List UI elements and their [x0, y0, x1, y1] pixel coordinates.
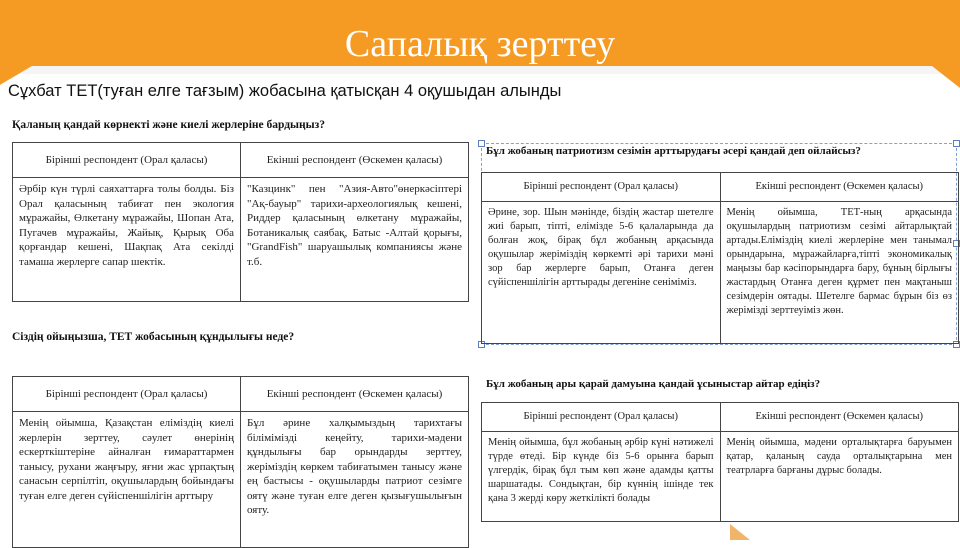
- q1-right-header: Екінші респондент (Өскемен қаласы): [240, 143, 468, 177]
- question-4-table: [481, 402, 959, 522]
- question-2-text: Сіздің ойыңызша, ТЕТ жобасының құндылығы неде?: [12, 331, 295, 343]
- resize-handle-top-left[interactable]: [478, 140, 485, 147]
- question-3-text: Бұл жобаның патриотизм сезімін арттырудағы әсері қандай деп ойлайсыз?: [486, 145, 861, 157]
- q4-left-header: Бірінші респондент (Орал қаласы): [523, 411, 678, 422]
- q4-left-answer: Менің ойымша, бұл жобаның әрбір күні нәтижелі түрде өтеді. Бір күнде біз 5-6 орынға барып үлгердік, бірақ бұл тым көп және адамды қатты шаршатады. Сондықтан, бір күннің ішінде тек қана 3 жерді көру жеткілікті болады: [488, 437, 714, 504]
- q2-right-answer: Бұл әрине халқымыздың тарихтағы білімімізді кеңейту, тарихи-мәдени құндылығы бар орындарды зерттеу, жеріміздің көркем табиғатымен танысу және ең бастысы - оқушыларды патриот сезімге оятү және туған елге деген қызығушылығын ояту.: [240, 412, 468, 547]
- q4-right-header: Екінші респондент (Өскемен қаласы): [720, 403, 959, 431]
- question-2-table: [12, 376, 469, 548]
- q3-left-header: Бірінші респондент (Орал қаласы): [523, 181, 678, 192]
- question-3-table: [481, 172, 959, 344]
- question-1-text: Қаланың қандай көрнекті және киелі жерлеріне бардыңыз?: [12, 119, 326, 131]
- q2-left-answer: Менің ойымша, Қазақстан еліміздің киелі жерлерін зерттеу, сәулет өнерінің ескерткіштеріне айналған ғимараттармен танысу, рухани жаңғыру, яғни жас ұрпақтың санасын серпілтіп, оқушылардың бойындағы туған елге деген сүйіспеншілігін арттыру: [19, 417, 234, 502]
- question-4-text: Бұл жобаның ары қарай дамуына қандай ұсыныстар айтар едіңіз?: [486, 378, 821, 390]
- q2-left-header: Бірінші респондент (Орал қаласы): [45, 387, 208, 400]
- q1-left-answer: Әрбір күн түрлі саяхаттарға толы болды. Біз Орал қаласының табиғат пен экология мұражайы, Өлкетану мұражайы, Шопан Ата, Пугачев мұражайы, Жайық, Қырық Оба қорғандар кешені, Шақпақ Ата секілді тамаша жерлерге сапар шектік.: [19, 183, 234, 268]
- q1-right-answer: "Казцинк" пен "Азия-Авто"өнеркәсіптері "Ақ-бауыр" тарихи-археологиялық кешені, Риддер қаласының өлкетану мұражайы, Ботаникалық саябақ, Батыс -Алтай қорығы, "GrandFish" шаруашылық компаниясы және т.б.: [240, 178, 468, 301]
- question-1-table: [12, 142, 469, 302]
- q2-right-header: Екінші респондент (Өскемен қаласы): [240, 377, 468, 411]
- q3-left-answer: Әрине, зор. Шын мәнінде, біздің жастар шетелге жиі барып, тіпті, елімізде 5-6 қалаларында да болған жоқ, бірақ бұл жобаның арқасында оқушылар жеріміздің көркемті әрі тарихи мәні зор бар жерлерге барып, Отанға деген сүйіспеншілігін арттырады дегеніне сеніміміз.: [488, 207, 714, 288]
- q1-left-header: Бірінші респондент (Орал қаласы): [45, 153, 208, 166]
- bottom-decoration: [730, 524, 750, 540]
- right-corner-decoration: [932, 66, 960, 88]
- q4-right-answer: Менің ойымша, мәдени орталықтарға баруымен қатар, қаланың сауда орталықтарына мен театрларға барғаны дұрыс болады.: [720, 432, 959, 521]
- slide-subtitle: Сұхбат ТЕТ(туған елге тағзым) жобасына қатысқан 4 оқушыдан алынды: [8, 82, 562, 100]
- resize-handle-top-right[interactable]: [953, 140, 960, 147]
- slide-title: Сапалық зерттеу: [344, 23, 616, 65]
- q3-right-answer: Менің ойымша, ТЕТ-ның арқасында оқушылардың патриотизм сезімі айтарлықтай артады.Еліміздің киелі жерлеріне мен танымал орындарына, мұражайларға,тіпті экономикалық маңызы бар кәсіпорындарға бару, бұның бірлығы жастардың Отанға деген құрмет пен мақтаныш сезімдерін оятады. Шетелге бармас бұрын біз өз жерімізді зерттеуіміз жөн.: [720, 202, 959, 343]
- q3-right-header: Екінші респондент (Өскемен қаласы): [720, 173, 959, 201]
